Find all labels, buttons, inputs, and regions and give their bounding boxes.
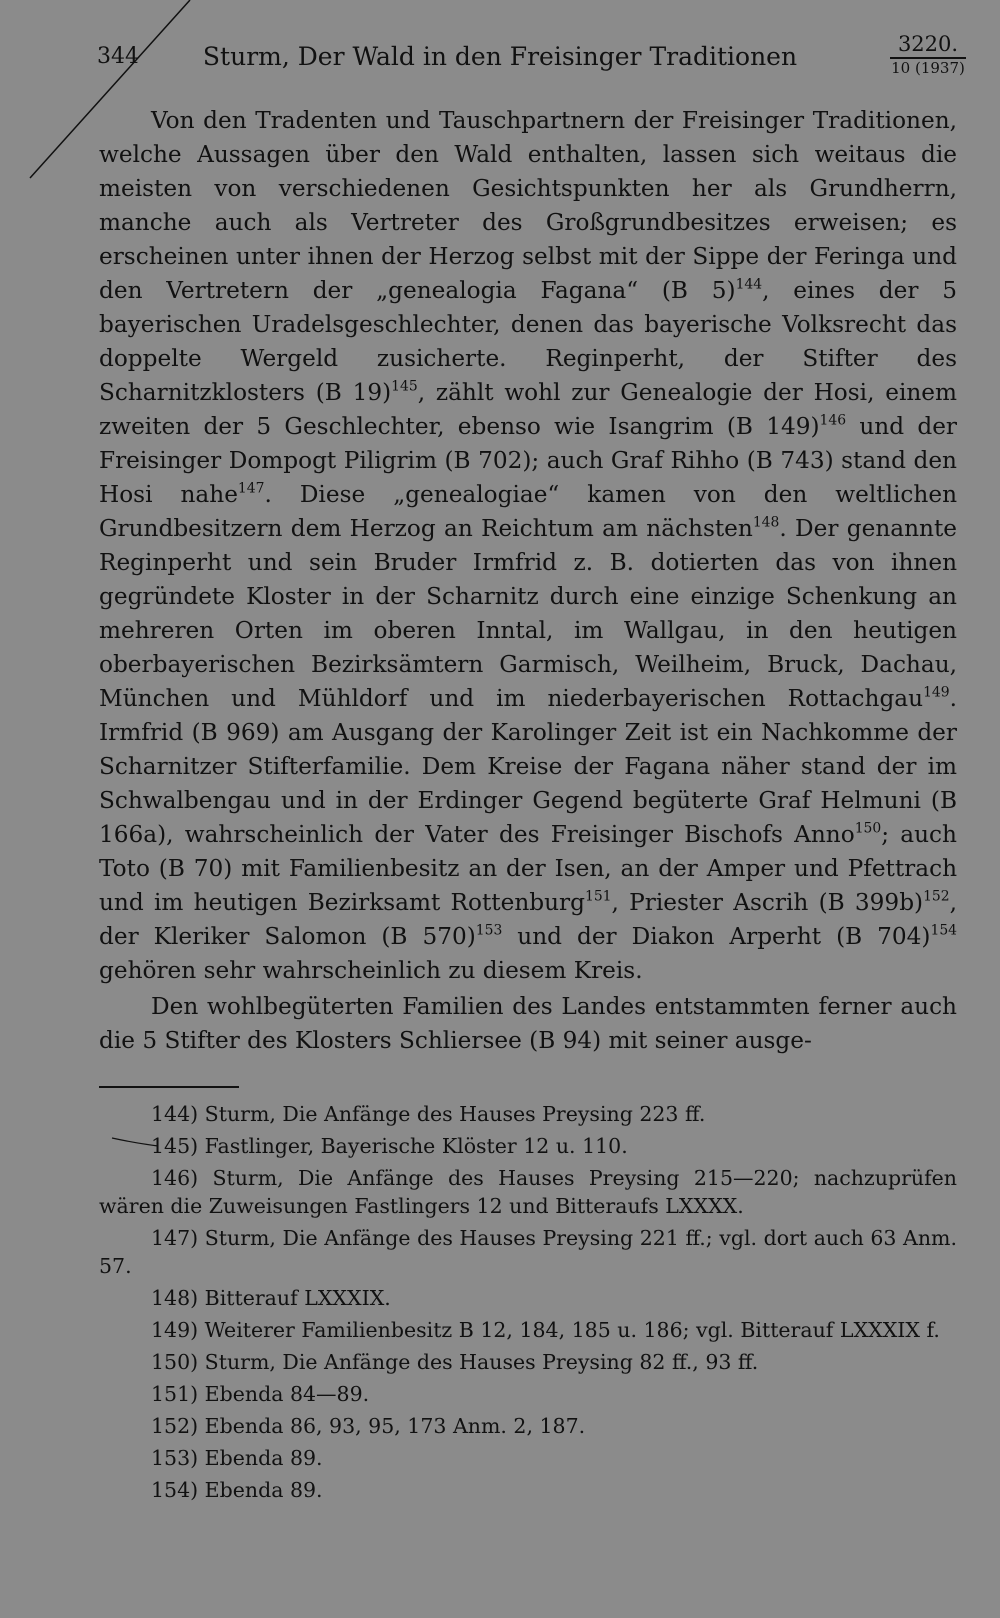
footnotes-list (99, 1100, 957, 1508)
footnote-item (99, 1316, 957, 1344)
footnote-text: Weiterer Familienbesitz B 12, 184, 185 u. 186; vgl. Bitterauf LXXXIX f. (198, 1318, 940, 1342)
text-run: . Irmfrid (B 969) am Ausgang der Karolinger Zeit ist ein Nachkomme der Scharnitzer Stifterfamilie. Dem Kreise der Fagana näher stand der im Schwalbengau und in der Erdinger Gegend begüterte Graf Helmuni (B 166a), wahrscheinlich der Vater des Freisinger Bischofs Anno (99, 685, 957, 848)
footnote-text: Ebenda 89. (198, 1478, 323, 1502)
footnote-reference[interactable]: 147 (237, 480, 265, 497)
footnote-reference[interactable]: 148 (752, 514, 780, 531)
footnote-reference[interactable]: 144 (735, 276, 763, 293)
footnote-item (99, 1100, 957, 1128)
footnote-item (99, 1380, 957, 1408)
footnote-number: 153) (151, 1446, 199, 1470)
text-run: und der Diakon Arperht (B 704) (502, 923, 931, 950)
text-run: . Der genannte Reginperht und sein Bruder Irmfrid z. B. dotierten das von ihnen gegründete Kloster in der Scharnitz durch eine einzige Schenkung an mehreren Orten im oberen Inntal, im Wallgau, in den heutigen oberbayerischen Bezirksämtern Garmisch, Weilheim, Bruck, Dachau, München und Mühldorf und im niederbayerischen Rottachgau (99, 515, 957, 712)
text-run: , eines der 5 bayerischen Uradelsgeschlechter, denen das bayerische Volksrecht das doppelte Wergeld zusicherte. Reginperht, der Stifter des Scharnitzklosters (B 19) (99, 277, 957, 406)
footnote-reference[interactable]: 150 (854, 820, 882, 837)
footnote-text: Ebenda 84—89. (198, 1382, 370, 1406)
footnote-text: Sturm, Die Anfänge des Hauses Preysing 215—220; nachzuprüfen wären die Zuweisungen Fastlingers 12 und Bitteraufs LXXXX. (99, 1166, 957, 1218)
footnote-text: Sturm, Die Anfänge des Hauses Preysing 223 ff. (198, 1102, 706, 1126)
text-run: , der Kleriker Salomon (B 570) (99, 889, 957, 950)
volume-year: 3220. (897, 32, 959, 56)
text-run: . Diese „genealogiae“ kamen von den weltlichen Grundbesitzern dem Herzog an Reichtum am nächsten (99, 481, 958, 542)
body-paragraph (99, 990, 957, 1058)
footnote-item (99, 1164, 957, 1220)
body-text (99, 104, 957, 1058)
footnote-item (99, 1224, 957, 1280)
footnote-item (99, 1476, 957, 1504)
footnote-text: Bitterauf LXXXIX. (198, 1286, 391, 1310)
footnote-reference[interactable]: 145 (391, 378, 418, 395)
volume-info (890, 34, 966, 76)
volume-issue: 10 (1937) (891, 59, 965, 77)
footnote-item (99, 1444, 957, 1472)
footnote-text: Ebenda 89. (198, 1446, 323, 1470)
footnote-reference[interactable]: 154 (930, 922, 958, 939)
footnote-divider (99, 1086, 239, 1088)
footnote-number: 148) (151, 1286, 199, 1310)
footnote-text: Ebenda 86, 93, 95, 173 Anm. 2, 187. (198, 1414, 586, 1438)
footnote-number: 151) (151, 1382, 199, 1406)
footnote-number: 147) (151, 1226, 199, 1250)
text-run: Von den Tradenten und Tauschpartnern der Freisinger Traditionen, welche Aussagen über den Wald enthalten, lassen sich weitaus die meisten von verschiedenen Gesichtspunkten her als Grundherrn, manche auch als Vertreter des Großgrundbesitzes erweisen; es erscheinen unter ihnen der Herzog selbst mit der Sippe der Feringa und den Vertretern der „genealogia Fagana“ (B 5) (99, 107, 957, 304)
footnote-number: 152) (151, 1414, 199, 1438)
footnote-text: Fastlinger, Bayerische Klöster 12 u. 110. (198, 1134, 628, 1158)
footnote-number: 150) (151, 1350, 199, 1374)
body-paragraph (99, 104, 957, 988)
footnote-item (99, 1284, 957, 1312)
text-run: , Priester Ascrih (B 399b) (611, 889, 924, 916)
footnote-number: 145) (151, 1134, 199, 1158)
footnote-reference[interactable]: 153 (475, 922, 503, 939)
text-run: , zählt wohl zur Genealogie der Hosi, einem zweiten der 5 Geschlechter, ebenso wie Isangrim (B 149) (99, 379, 958, 440)
page-number: 344 (97, 44, 139, 69)
footnote-text: Sturm, Die Anfänge des Hauses Preysing 82 ff., 93 ff. (198, 1350, 759, 1374)
footnote-number: 149) (151, 1318, 199, 1342)
footnote-reference[interactable]: 146 (819, 412, 847, 429)
footnote-reference[interactable]: 151 (584, 888, 612, 905)
footnote-number: 146) (151, 1166, 199, 1190)
footnote-item (99, 1348, 957, 1376)
footnote-number: 144) (151, 1102, 199, 1126)
footnote-reference[interactable]: 149 (923, 684, 950, 701)
text-run: ; auch Toto (B 70) mit Familienbesitz an der Isen, an der Amper und Pfettrach und im heutigen Bezirksamt Rottenburg (99, 821, 957, 916)
text-run: und der Freisinger Dompogt Piligrim (B 702); auch Graf Rihho (B 743) stand den Hosi nahe (99, 413, 958, 508)
text-run: Den wohlbegüterten Familien des Landes entstammten ferner auch die 5 Stifter des Klosters Schliersee (B 94) mit seiner ausge- (99, 993, 957, 1054)
text-run: gehören sehr wahrscheinlich zu diesem Kreis. (99, 957, 643, 984)
running-title: Sturm, Der Wald in den Freisinger Traditionen (202, 42, 798, 71)
footnote-item (99, 1412, 957, 1440)
footnote-reference[interactable]: 152 (923, 888, 950, 905)
footnote-text: Sturm, Die Anfänge des Hauses Preysing 221 ff.; vgl. dort auch 63 Anm. 57. (99, 1226, 957, 1278)
footnote-item (99, 1132, 957, 1160)
footnote-number: 154) (151, 1478, 199, 1502)
